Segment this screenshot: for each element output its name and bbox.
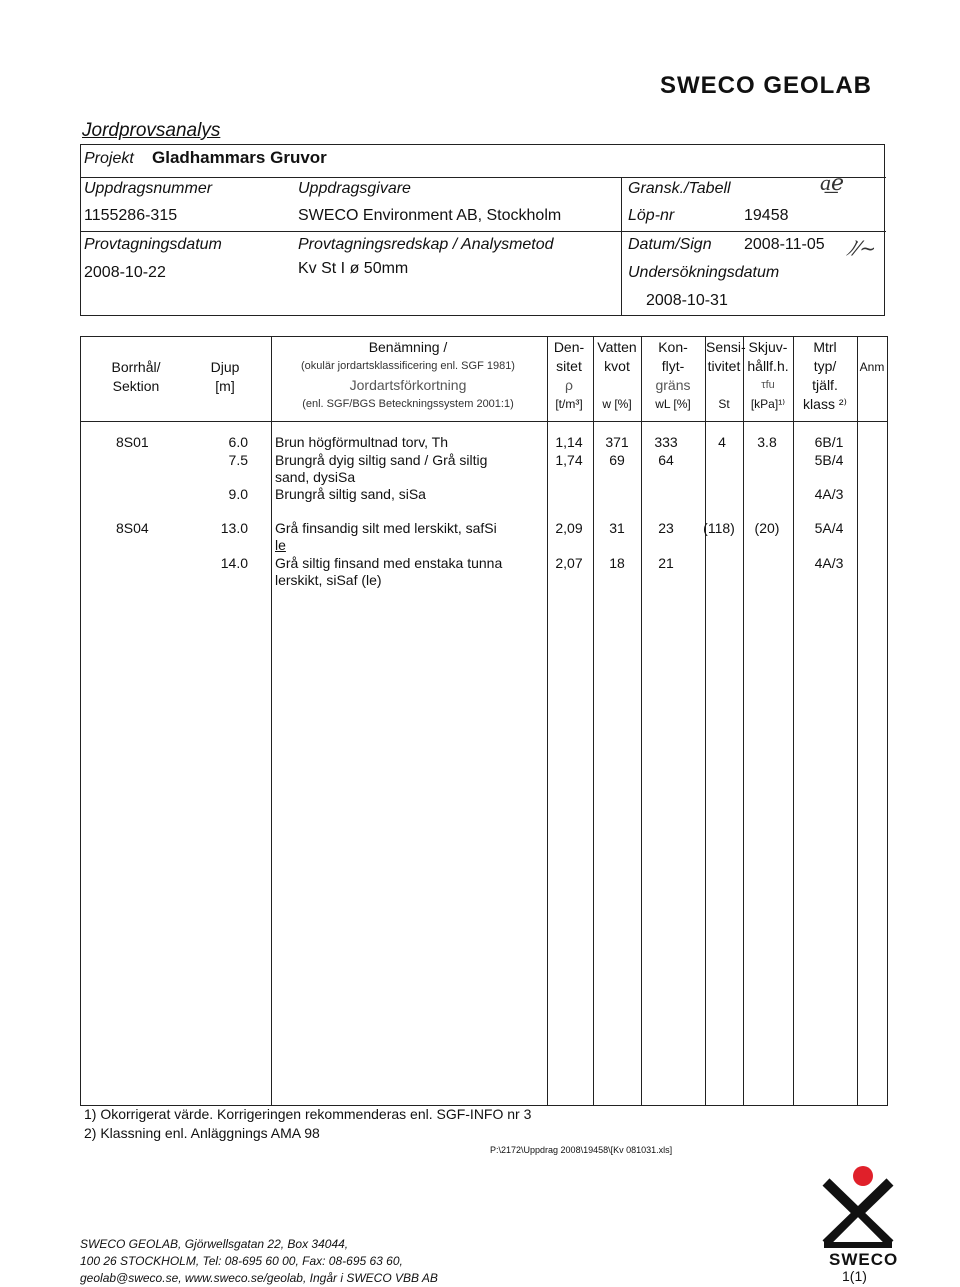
cell-vattenkvot: 371 <box>605 434 629 450</box>
cell-benamning: Brungrå siltig sand, siSa <box>275 486 426 502</box>
cell-benamning: Grå finsandig silt med lerskikt, safSi <box>275 520 497 536</box>
cell-borrhal: 8S04 <box>116 520 149 536</box>
header-mtrl: Mtrl typ/ tjälf. klass ²⁾ <box>803 339 847 412</box>
cell-mtrl: 5B/4 <box>814 452 844 468</box>
provtagningsredskap-label: Provtagningsredskap / Analysmetod <box>298 236 554 253</box>
header-anm: Anm <box>859 360 885 374</box>
cell-skjuvhallfasthet: (20) <box>754 520 780 536</box>
header-konflytgrans: Kon- flyt- gräns wL [%] <box>655 339 691 411</box>
cell-konflytgrans: 21 <box>658 555 674 571</box>
cell-konflytgrans: 64 <box>658 452 674 468</box>
cell-benamning-cont: lerskikt, siSaf (le) <box>275 572 382 588</box>
cell-borrhal: 8S01 <box>116 434 149 450</box>
logo-text: SWECO <box>829 1250 899 1269</box>
cell-djup: 14.0 <box>220 555 248 571</box>
cell-benamning-cont: sand, dysiSa <box>275 469 356 485</box>
header-skjuvhallfasthet: Skjuv- hållf.h. τfu [kPa]¹⁾ <box>747 339 789 411</box>
undersokningsdatum-value: 2008-10-31 <box>646 292 728 309</box>
projekt-value: Gladhammars Gruvor <box>152 148 327 167</box>
document-title: Jordprovsanalys <box>82 120 221 141</box>
datum-sign-label: Datum/Sign <box>628 236 712 253</box>
cell-densitet: 2,09 <box>555 520 583 536</box>
cell-benamning: Brun högförmultnad torv, Th <box>275 434 449 450</box>
gransk-signature: a͟e <box>820 171 845 196</box>
cell-mtrl: 4A/3 <box>814 555 844 571</box>
brand-title: SWECO GEOLAB <box>660 72 873 99</box>
provtagningsredskap-value: Kv St I ø 50mm <box>298 260 409 277</box>
cell-sensitivitet: 4 <box>718 434 726 450</box>
uppdragsgivare-label: Uppdragsgivare <box>298 180 411 197</box>
cell-densitet: 1,74 <box>555 452 583 468</box>
undersokningsdatum-label: Undersökningsdatum <box>628 264 780 281</box>
cell-vattenkvot: 18 <box>609 555 625 571</box>
cell-skjuvhallfasthet: 3.8 <box>757 434 777 450</box>
header-borrhal: Borrhål/ Sektion <box>111 359 161 394</box>
provtagningsdatum-label: Provtagningsdatum <box>84 236 222 253</box>
datum-signature: ﾉ⁄~ <box>846 236 877 260</box>
cell-benamning: Grå siltig finsand med enstaka tunna <box>275 555 503 571</box>
datum-sign-value: 2008-11-05 <box>744 236 825 253</box>
footnote-1: 1) Okorrigerat värde. Korrigeringen rekommenderas enl. SGF-INFO nr 3 <box>84 1106 532 1122</box>
cell-djup: 9.0 <box>228 486 248 502</box>
cell-densitet: 1,14 <box>555 434 583 450</box>
cell-djup: 6.0 <box>228 434 248 450</box>
sweco-logo-icon <box>818 1164 898 1250</box>
projekt-label: Projekt <box>84 150 134 167</box>
provtagningsdatum-value: 2008-10-22 <box>84 264 166 281</box>
header-benamning: Benämning / (okulär jordartsklassificering enl. SGF 1981) Jordartsförkortning (enl. SGF/BGS Beteckningssystem 2001:1) <box>301 339 515 410</box>
lopnr-label: Löp-nr <box>628 207 675 224</box>
header-djup: Djup [m] <box>210 359 240 394</box>
cell-djup: 7.5 <box>228 452 248 468</box>
header-densitet: Den- sitet ρ [t/m³] <box>553 339 585 411</box>
cell-vattenkvot: 69 <box>609 452 625 468</box>
footnote-2: 2) Klassning enl. Anläggnings AMA 98 <box>84 1125 320 1141</box>
cell-mtrl: 6B/1 <box>814 434 844 450</box>
cell-konflytgrans: 333 <box>654 434 678 450</box>
file-path: P:\2172\Uppdrag 2008\19458\[Kv 081031.xls] <box>490 1145 673 1155</box>
cell-benamning: Brungrå dyig siltig sand / Grå siltig <box>275 452 488 468</box>
uppdragsgivare-value: SWECO Environment AB, Stockholm <box>298 207 562 224</box>
cell-konflytgrans: 23 <box>658 520 674 536</box>
cell-vattenkvot: 31 <box>609 520 625 536</box>
cell-mtrl: 4A/3 <box>814 486 844 502</box>
cell-benamning-cont: le <box>275 537 286 553</box>
gransk-label: Gransk./Tabell <box>628 180 731 197</box>
cell-densitet: 2,07 <box>555 555 583 571</box>
uppdragsnummer-value: 1155286-315 <box>84 207 178 224</box>
cell-djup: 13.0 <box>220 520 248 536</box>
header-info-box <box>80 144 885 316</box>
cell-sensitivitet: (118) <box>703 520 735 536</box>
uppdragsnummer-label: Uppdragsnummer <box>84 180 213 197</box>
page-number: 1(1) <box>842 1268 867 1284</box>
footer-address: SWECO GEOLAB, Gjörwellsgatan 22, Box 34044, 100 26 STOCKHOLM, Tel: 08-695 60 00, Fax: 08-695 63 60, geolab@sweco.se, www.sweco.se/geolab, Ingår i SWECO VBB AB <box>80 1237 438 1285</box>
header-vattenkvot: Vatten kvot w [%] <box>597 339 637 411</box>
header-sensitivitet: Sensi- tivitet St <box>706 339 746 411</box>
cell-mtrl: 5A/4 <box>814 520 844 536</box>
lopnr-value: 19458 <box>744 207 789 224</box>
